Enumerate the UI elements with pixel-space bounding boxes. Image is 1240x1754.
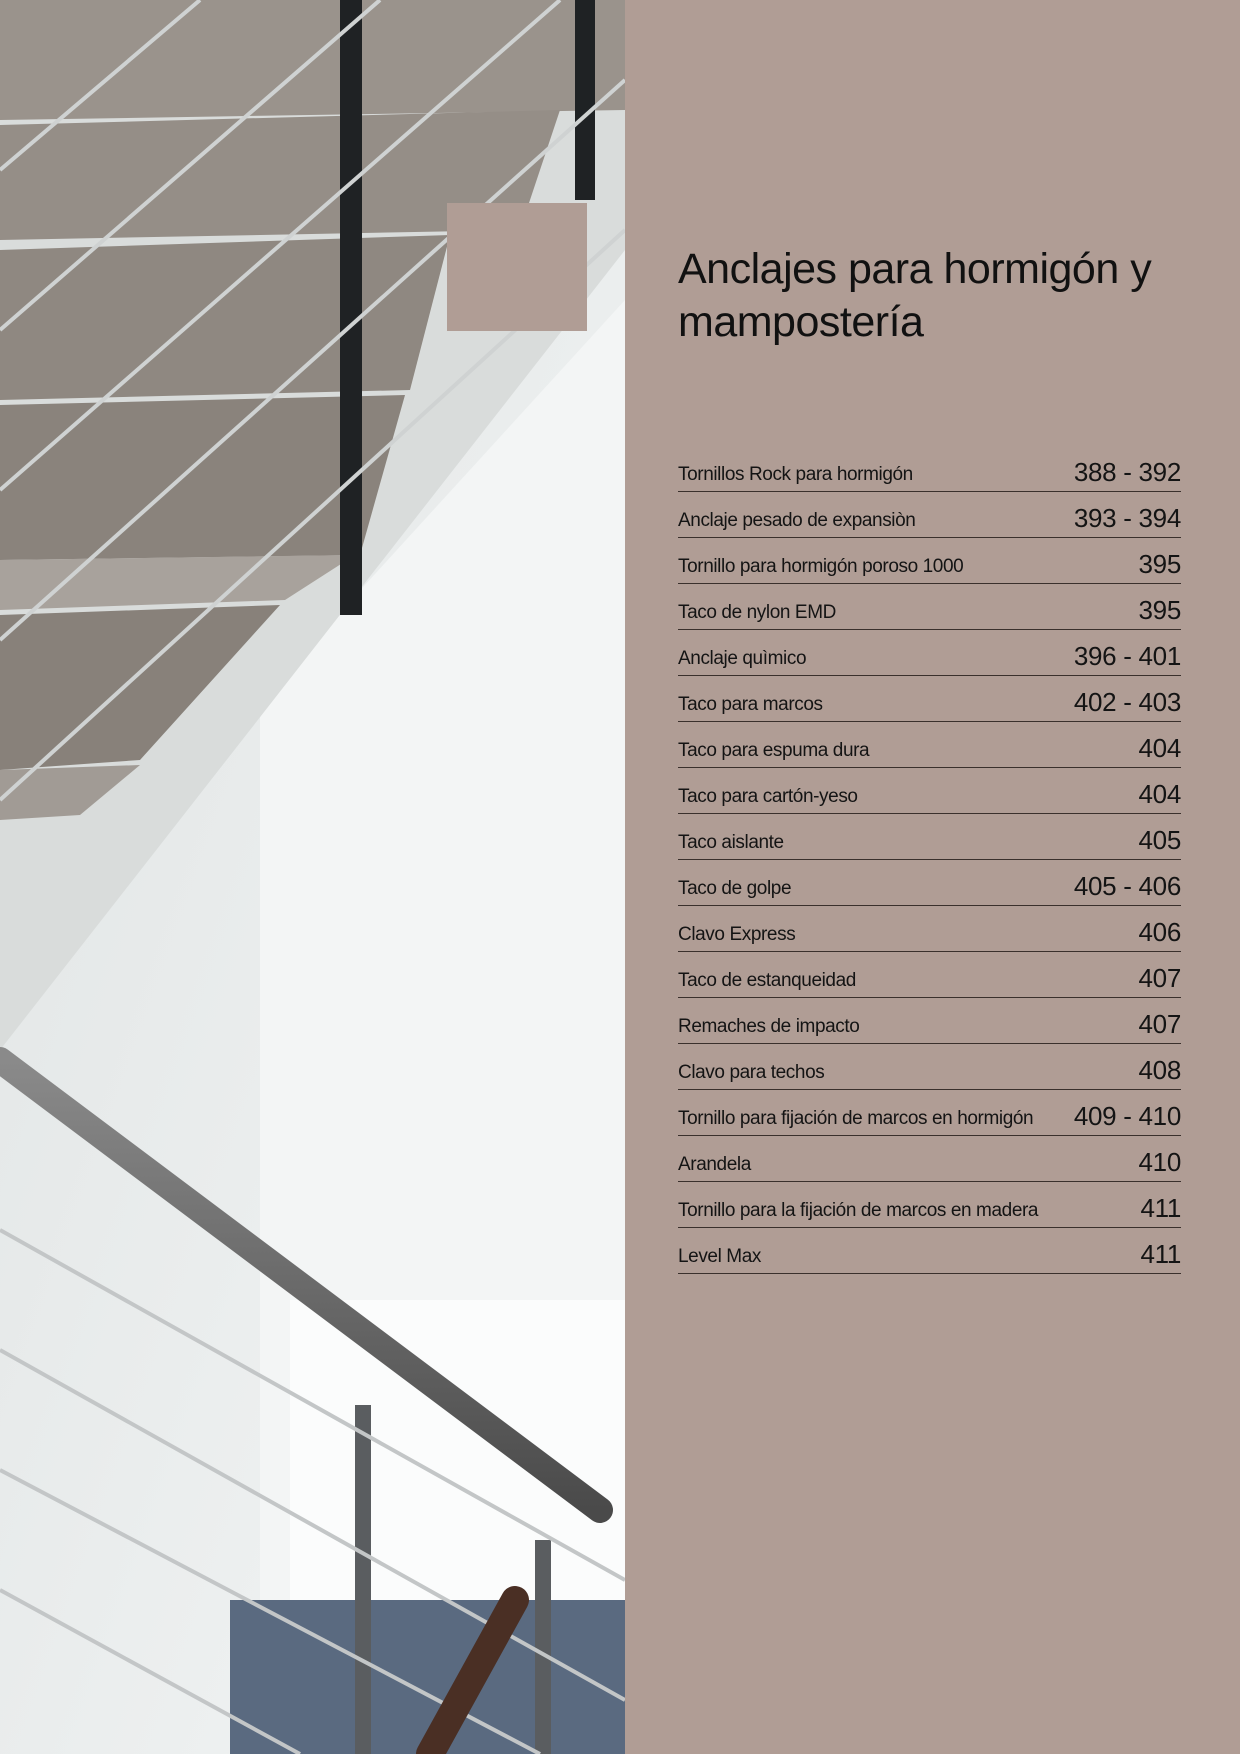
toc-row[interactable]	[678, 952, 1181, 998]
toc-page-number: 407	[1138, 963, 1181, 993]
toc-row[interactable]	[678, 1182, 1181, 1228]
toc-label: Tornillo para la fijación de marcos en madera	[678, 1200, 1039, 1221]
toc-page-number: 410	[1138, 1147, 1181, 1177]
toc-label: Remaches de impacto	[678, 1016, 860, 1037]
toc-row[interactable]	[678, 446, 1181, 492]
toc-row[interactable]	[678, 492, 1181, 538]
toc-label: Clavo Express	[678, 924, 796, 945]
toc-page-number: 404	[1138, 779, 1181, 809]
toc-row[interactable]	[678, 814, 1181, 860]
toc-label: Taco aislante	[678, 832, 784, 853]
toc-page-number: 395	[1138, 595, 1181, 625]
toc-page-number: 395	[1138, 549, 1181, 579]
toc-label: Tornillos Rock para hormigón	[678, 464, 913, 485]
toc-label: Tornillo para hormigón poroso 1000	[678, 556, 964, 577]
table-of-contents	[678, 446, 1181, 1274]
toc-page-number: 411	[1140, 1239, 1181, 1269]
toc-page-number: 408	[1138, 1055, 1181, 1085]
toc-label: Anclaje pesado de expansiòn	[678, 510, 916, 531]
toc-row[interactable]	[678, 676, 1181, 722]
toc-page-number: 411	[1140, 1193, 1181, 1223]
toc-row[interactable]	[678, 584, 1181, 630]
toc-label: Taco de nylon EMD	[678, 602, 836, 623]
toc-page-number: 406	[1138, 917, 1181, 947]
toc-row[interactable]	[678, 1228, 1181, 1274]
toc-page-number: 405 - 406	[1073, 871, 1181, 901]
toc-row[interactable]	[678, 538, 1181, 584]
toc-label: Taco de estanqueidad	[678, 970, 856, 991]
toc-row[interactable]	[678, 1090, 1181, 1136]
section-tab	[447, 203, 587, 331]
toc-label: Clavo para techos	[678, 1062, 825, 1083]
toc-label: Taco de golpe	[678, 878, 792, 899]
toc-row[interactable]	[678, 998, 1181, 1044]
toc-page-number: 396 - 401	[1073, 641, 1181, 671]
toc-page-number: 404	[1138, 733, 1181, 763]
toc-page-number: 407	[1138, 1009, 1181, 1039]
toc-label: Tornillo para fijación de marcos en hormigón	[678, 1108, 1034, 1129]
toc-row[interactable]	[678, 860, 1181, 906]
toc-row[interactable]	[678, 906, 1181, 952]
toc-label: Taco para espuma dura	[678, 740, 870, 761]
page-title: Anclajes para hormigón y mampostería	[678, 245, 1152, 346]
toc-row[interactable]	[678, 1136, 1181, 1182]
toc-row[interactable]	[678, 768, 1181, 814]
toc-label: Anclaje quìmico	[678, 648, 807, 669]
toc-page-number: 405	[1138, 825, 1181, 855]
toc-row[interactable]	[678, 1044, 1181, 1090]
toc-page-number: 409 - 410	[1073, 1101, 1181, 1131]
toc-page-number: 393 - 394	[1073, 503, 1181, 533]
toc-label: Taco para marcos	[678, 694, 823, 715]
toc-label: Taco para cartón-yeso	[678, 786, 858, 807]
toc-page-number: 388 - 392	[1073, 457, 1181, 487]
toc-label: Level Max	[678, 1246, 761, 1267]
toc-row[interactable]	[678, 630, 1181, 676]
toc-row[interactable]	[678, 722, 1181, 768]
toc-label: Arandela	[678, 1154, 751, 1175]
toc-page-number: 402 - 403	[1073, 687, 1181, 717]
